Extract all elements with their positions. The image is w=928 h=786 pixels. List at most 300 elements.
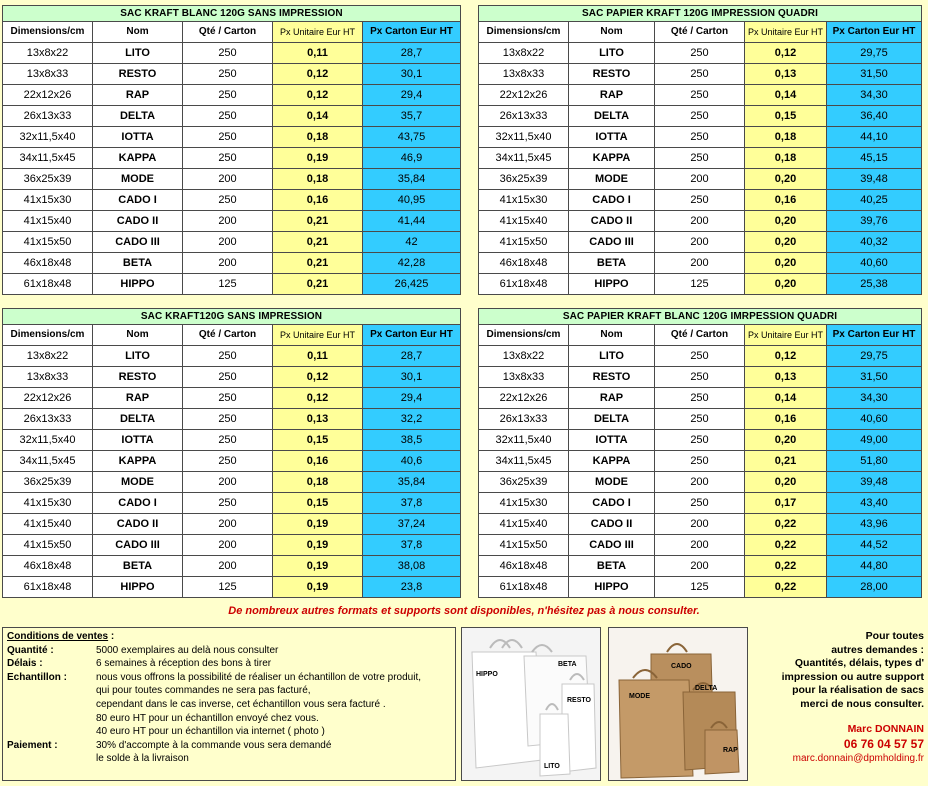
header-carton-price: Px Carton Eur HT bbox=[827, 325, 922, 346]
cell-unit-price: 0,15 bbox=[273, 430, 363, 451]
cell-dimensions: 41x15x50 bbox=[479, 232, 569, 253]
cell-unit-price: 0,21 bbox=[273, 211, 363, 232]
contact-text: autres demandes : bbox=[831, 643, 924, 656]
cell-qte: 200 bbox=[183, 514, 273, 535]
cell-carton-price: 28,00 bbox=[827, 577, 922, 598]
contact-text: merci de nous consulter. bbox=[800, 697, 924, 710]
cell-dimensions: 26x13x33 bbox=[3, 409, 93, 430]
bag-label-hippo: HIPPO bbox=[476, 671, 498, 678]
table-title: SAC PAPIER KRAFT 120G IMPRESSION QUADRI bbox=[479, 6, 922, 22]
table-row bbox=[3, 535, 461, 556]
cell-qte: 250 bbox=[655, 367, 745, 388]
cell-nom: HIPPO bbox=[569, 274, 655, 295]
cell-unit-price: 0,20 bbox=[745, 472, 827, 493]
table-row bbox=[3, 577, 461, 598]
table-row bbox=[479, 346, 922, 367]
table-row bbox=[479, 430, 922, 451]
header-qte: Qté / Carton bbox=[655, 22, 745, 43]
cell-dimensions: 34x11,5x45 bbox=[479, 451, 569, 472]
bag-label-lito: LITO bbox=[544, 763, 560, 770]
table-row bbox=[479, 148, 922, 169]
cell-dimensions: 32x11,5x40 bbox=[3, 127, 93, 148]
cell-carton-price: 29,4 bbox=[363, 388, 461, 409]
cell-qte: 125 bbox=[655, 274, 745, 295]
table-title: SAC KRAFT BLANC 120G SANS IMPRESSION bbox=[3, 6, 461, 22]
table-row bbox=[3, 232, 461, 253]
cell-nom: HIPPO bbox=[93, 577, 183, 598]
table-row bbox=[3, 127, 461, 148]
cell-carton-price: 39,48 bbox=[827, 169, 922, 190]
kraft-bags-photo bbox=[608, 627, 748, 781]
cell-qte: 250 bbox=[655, 388, 745, 409]
cell-nom: CADO III bbox=[569, 535, 655, 556]
cell-carton-price: 23,8 bbox=[363, 577, 461, 598]
cell-unit-price: 0,20 bbox=[745, 232, 827, 253]
table-row bbox=[3, 472, 461, 493]
cell-qte: 200 bbox=[655, 232, 745, 253]
cell-nom: CADO II bbox=[569, 514, 655, 535]
echantillon-row bbox=[7, 671, 451, 685]
cell-nom: CADO II bbox=[93, 211, 183, 232]
cell-carton-price: 44,52 bbox=[827, 535, 922, 556]
cell-nom: BETA bbox=[93, 556, 183, 577]
price-table-kraft-blanc-impression-quadri bbox=[478, 308, 922, 598]
cell-unit-price: 0,18 bbox=[745, 127, 827, 148]
table-row bbox=[3, 85, 461, 106]
cell-dimensions: 13x8x22 bbox=[3, 43, 93, 64]
cell-carton-price: 25,38 bbox=[827, 274, 922, 295]
cell-carton-price: 37,8 bbox=[363, 535, 461, 556]
header-unit-price: Px Unitaire Eur HT bbox=[745, 325, 827, 346]
header-qte: Qté / Carton bbox=[183, 22, 273, 43]
cell-unit-price: 0,22 bbox=[745, 556, 827, 577]
cell-nom: RESTO bbox=[569, 64, 655, 85]
cell-dimensions: 36x25x39 bbox=[479, 472, 569, 493]
price-table-kraft-impression-quadri bbox=[478, 5, 922, 295]
cell-dimensions: 13x8x22 bbox=[479, 346, 569, 367]
cell-unit-price: 0,13 bbox=[745, 64, 827, 85]
cell-qte: 250 bbox=[655, 85, 745, 106]
cell-nom: KAPPA bbox=[569, 451, 655, 472]
sales-conditions bbox=[2, 627, 456, 781]
echantillon-line: 80 euro HT pour un échantillon envoyé chez vous. bbox=[96, 712, 319, 724]
cell-qte: 250 bbox=[655, 106, 745, 127]
table-row bbox=[479, 232, 922, 253]
cell-nom: RESTO bbox=[93, 64, 183, 85]
cell-unit-price: 0,19 bbox=[273, 148, 363, 169]
cell-nom: CADO III bbox=[569, 232, 655, 253]
table-row bbox=[479, 472, 922, 493]
cell-dimensions: 22x12x26 bbox=[479, 85, 569, 106]
header-carton-price: Px Carton Eur HT bbox=[363, 325, 461, 346]
conditions-title-colon: : bbox=[108, 631, 115, 642]
cell-nom: LITO bbox=[569, 346, 655, 367]
cell-nom: LITO bbox=[93, 346, 183, 367]
cell-unit-price: 0,12 bbox=[745, 43, 827, 64]
header-unit-price: Px Unitaire Eur HT bbox=[273, 325, 363, 346]
cell-dimensions: 41x15x50 bbox=[3, 535, 93, 556]
cell-carton-price: 40,25 bbox=[827, 190, 922, 211]
table-row bbox=[479, 190, 922, 211]
cell-qte: 250 bbox=[183, 451, 273, 472]
cell-nom: CADO II bbox=[569, 211, 655, 232]
cell-qte: 200 bbox=[183, 556, 273, 577]
bag-label-resto: RESTO bbox=[567, 697, 591, 704]
header-dimensions: Dimensions/cm bbox=[3, 325, 93, 346]
cell-dimensions: 36x25x39 bbox=[3, 472, 93, 493]
cell-dimensions: 41x15x30 bbox=[479, 493, 569, 514]
cell-dimensions: 32x11,5x40 bbox=[479, 430, 569, 451]
cell-qte: 200 bbox=[655, 535, 745, 556]
cell-qte: 250 bbox=[655, 493, 745, 514]
table-row bbox=[479, 451, 922, 472]
cell-qte: 250 bbox=[183, 127, 273, 148]
header-unit-price: Px Unitaire Eur HT bbox=[273, 22, 363, 43]
cell-nom: RESTO bbox=[93, 367, 183, 388]
cell-nom: KAPPA bbox=[93, 451, 183, 472]
table-row bbox=[3, 148, 461, 169]
cell-nom: RESTO bbox=[569, 367, 655, 388]
echantillon-label: Echantillon : bbox=[7, 671, 67, 683]
cell-carton-price: 35,7 bbox=[363, 106, 461, 127]
bag-label-rap: RAP bbox=[723, 747, 738, 754]
header-nom: Nom bbox=[93, 22, 183, 43]
cell-unit-price: 0,12 bbox=[273, 85, 363, 106]
cell-carton-price: 38,5 bbox=[363, 430, 461, 451]
cell-qte: 250 bbox=[183, 148, 273, 169]
cell-unit-price: 0,18 bbox=[273, 472, 363, 493]
table-row bbox=[3, 346, 461, 367]
contact-text: pour la réalisation de sacs bbox=[792, 684, 924, 696]
cell-nom: CADO II bbox=[93, 514, 183, 535]
table-row bbox=[479, 43, 922, 64]
header-qte: Qté / Carton bbox=[655, 325, 745, 346]
cell-nom: DELTA bbox=[569, 106, 655, 127]
cell-dimensions: 22x12x26 bbox=[3, 85, 93, 106]
paiement-line: 30% d'accompte à la commande vous sera demandé bbox=[96, 739, 332, 751]
table-row bbox=[479, 577, 922, 598]
cell-unit-price: 0,14 bbox=[745, 388, 827, 409]
cell-qte: 200 bbox=[183, 472, 273, 493]
cell-qte: 200 bbox=[183, 253, 273, 274]
cell-nom: MODE bbox=[93, 472, 183, 493]
cell-nom: IOTTA bbox=[93, 127, 183, 148]
cell-carton-price: 29,75 bbox=[827, 43, 922, 64]
cell-dimensions: 13x8x33 bbox=[3, 64, 93, 85]
cell-carton-price: 37,8 bbox=[363, 493, 461, 514]
contact-email-link[interactable]: marc.donnain@dpmholding.fr bbox=[792, 752, 924, 764]
header-dimensions: Dimensions/cm bbox=[479, 22, 569, 43]
cell-unit-price: 0,12 bbox=[745, 346, 827, 367]
cell-dimensions: 13x8x33 bbox=[479, 367, 569, 388]
table-row bbox=[479, 388, 922, 409]
cell-carton-price: 44,80 bbox=[827, 556, 922, 577]
cell-qte: 125 bbox=[183, 577, 273, 598]
table-row bbox=[479, 211, 922, 232]
cell-qte: 200 bbox=[655, 169, 745, 190]
cell-nom: RAP bbox=[93, 388, 183, 409]
paiement-line: le solde à la livraison bbox=[96, 753, 189, 765]
table-row bbox=[3, 493, 461, 514]
cell-nom: BETA bbox=[569, 253, 655, 274]
cell-unit-price: 0,20 bbox=[745, 169, 827, 190]
cell-unit-price: 0,17 bbox=[745, 493, 827, 514]
conditions-title: Conditions de ventes bbox=[7, 631, 109, 642]
cell-carton-price: 43,96 bbox=[827, 514, 922, 535]
header-qte: Qté / Carton bbox=[183, 325, 273, 346]
cell-unit-price: 0,22 bbox=[745, 514, 827, 535]
cell-qte: 250 bbox=[183, 493, 273, 514]
cell-dimensions: 41x15x30 bbox=[3, 493, 93, 514]
table-row bbox=[3, 430, 461, 451]
quantite-label: Quantité : bbox=[7, 644, 54, 656]
contact-text: impression ou autre support bbox=[781, 670, 924, 683]
header-dimensions: Dimensions/cm bbox=[3, 22, 93, 43]
white-bags-photo bbox=[461, 627, 601, 781]
table-row bbox=[479, 64, 922, 85]
bag-label-delta: DELTA bbox=[695, 685, 718, 692]
cell-carton-price: 40,60 bbox=[827, 409, 922, 430]
cell-qte: 250 bbox=[183, 190, 273, 211]
cell-nom: RAP bbox=[93, 85, 183, 106]
cell-carton-price: 40,6 bbox=[363, 451, 461, 472]
cell-nom: HIPPO bbox=[93, 274, 183, 295]
cell-dimensions: 36x25x39 bbox=[479, 169, 569, 190]
cell-carton-price: 46,9 bbox=[363, 148, 461, 169]
bag-label-mode: MODE bbox=[629, 693, 650, 700]
table-row bbox=[3, 190, 461, 211]
cell-nom: DELTA bbox=[569, 409, 655, 430]
cell-unit-price: 0,15 bbox=[745, 106, 827, 127]
header-nom: Nom bbox=[569, 22, 655, 43]
header-nom: Nom bbox=[569, 325, 655, 346]
cell-carton-price: 34,30 bbox=[827, 388, 922, 409]
cell-unit-price: 0,20 bbox=[745, 253, 827, 274]
cell-unit-price: 0,19 bbox=[273, 577, 363, 598]
cell-dimensions: 13x8x33 bbox=[3, 367, 93, 388]
price-table-kraft-sans-impression bbox=[2, 308, 461, 598]
table-row bbox=[479, 556, 922, 577]
table-row bbox=[479, 169, 922, 190]
cell-carton-price: 41,44 bbox=[363, 211, 461, 232]
cell-qte: 200 bbox=[183, 535, 273, 556]
table-row bbox=[479, 274, 922, 295]
cell-dimensions: 41x15x50 bbox=[3, 232, 93, 253]
cell-unit-price: 0,13 bbox=[273, 409, 363, 430]
table-row bbox=[3, 388, 461, 409]
quantite-row bbox=[7, 644, 451, 658]
cell-unit-price: 0,21 bbox=[273, 274, 363, 295]
cell-dimensions: 41x15x40 bbox=[479, 514, 569, 535]
cell-nom: LITO bbox=[569, 43, 655, 64]
table-title: SAC KRAFT120G SANS IMPRESSION bbox=[3, 309, 461, 325]
cell-carton-price: 37,24 bbox=[363, 514, 461, 535]
cell-dimensions: 26x13x33 bbox=[479, 409, 569, 430]
cell-carton-price: 45,15 bbox=[827, 148, 922, 169]
cell-carton-price: 40,32 bbox=[827, 232, 922, 253]
echantillon-line: nous vous offrons la possibilité de réaliser un échantillon de votre produit, bbox=[96, 671, 422, 683]
delais-value: 6 semaines à réception des bons à tirer bbox=[96, 658, 272, 670]
cell-carton-price: 28,7 bbox=[363, 346, 461, 367]
cell-carton-price: 35,84 bbox=[363, 472, 461, 493]
kraft-bags-illustration bbox=[609, 628, 747, 780]
header-unit-price: Px Unitaire Eur HT bbox=[745, 22, 827, 43]
table-row bbox=[3, 367, 461, 388]
cell-carton-price: 36,40 bbox=[827, 106, 922, 127]
cell-unit-price: 0,16 bbox=[745, 190, 827, 211]
cell-unit-price: 0,12 bbox=[273, 367, 363, 388]
cell-carton-price: 32,2 bbox=[363, 409, 461, 430]
cell-dimensions: 61x18x48 bbox=[479, 577, 569, 598]
cell-unit-price: 0,15 bbox=[273, 493, 363, 514]
table-row bbox=[3, 514, 461, 535]
cell-nom: DELTA bbox=[93, 409, 183, 430]
cell-nom: IOTTA bbox=[93, 430, 183, 451]
cell-qte: 250 bbox=[183, 388, 273, 409]
cell-unit-price: 0,14 bbox=[745, 85, 827, 106]
table-row bbox=[479, 514, 922, 535]
cell-unit-price: 0,18 bbox=[273, 127, 363, 148]
cell-dimensions: 41x15x40 bbox=[3, 211, 93, 232]
cell-unit-price: 0,19 bbox=[273, 514, 363, 535]
cell-dimensions: 34x11,5x45 bbox=[3, 451, 93, 472]
cell-dimensions: 36x25x39 bbox=[3, 169, 93, 190]
cell-dimensions: 41x15x40 bbox=[479, 211, 569, 232]
header-carton-price: Px Carton Eur HT bbox=[363, 22, 461, 43]
cell-unit-price: 0,21 bbox=[745, 451, 827, 472]
cell-carton-price: 34,30 bbox=[827, 85, 922, 106]
price-table-kraft-blanc-sans-impression bbox=[2, 5, 461, 295]
cell-qte: 250 bbox=[655, 409, 745, 430]
cell-qte: 250 bbox=[655, 190, 745, 211]
cell-unit-price: 0,19 bbox=[273, 535, 363, 556]
cell-dimensions: 61x18x48 bbox=[3, 274, 93, 295]
delais-row bbox=[7, 657, 451, 671]
cell-carton-price: 43,40 bbox=[827, 493, 922, 514]
table-row bbox=[479, 367, 922, 388]
cell-dimensions: 26x13x33 bbox=[479, 106, 569, 127]
cell-carton-price: 44,10 bbox=[827, 127, 922, 148]
cell-qte: 200 bbox=[183, 232, 273, 253]
cell-unit-price: 0,16 bbox=[273, 451, 363, 472]
cell-nom: CADO III bbox=[93, 535, 183, 556]
cell-qte: 250 bbox=[183, 367, 273, 388]
cell-nom: KAPPA bbox=[93, 148, 183, 169]
cell-unit-price: 0,21 bbox=[273, 253, 363, 274]
cell-dimensions: 46x18x48 bbox=[479, 556, 569, 577]
cell-dimensions: 41x15x40 bbox=[3, 514, 93, 535]
cell-unit-price: 0,20 bbox=[745, 430, 827, 451]
cell-unit-price: 0,11 bbox=[273, 346, 363, 367]
cell-qte: 125 bbox=[183, 274, 273, 295]
cell-qte: 250 bbox=[183, 346, 273, 367]
cell-qte: 200 bbox=[655, 253, 745, 274]
cell-qte: 200 bbox=[655, 472, 745, 493]
contact-name: Marc DONNAIN bbox=[847, 723, 924, 735]
cell-unit-price: 0,18 bbox=[273, 169, 363, 190]
bag-label-cado: CADO bbox=[671, 663, 692, 670]
table-row bbox=[479, 493, 922, 514]
cell-carton-price: 51,80 bbox=[827, 451, 922, 472]
cell-nom: CADO I bbox=[93, 493, 183, 514]
contact-text: Quantités, délais, types d' bbox=[794, 657, 924, 669]
cell-carton-price: 35,84 bbox=[363, 169, 461, 190]
cell-dimensions: 34x11,5x45 bbox=[3, 148, 93, 169]
cell-carton-price: 30,1 bbox=[363, 64, 461, 85]
cell-dimensions: 26x13x33 bbox=[3, 106, 93, 127]
cell-dimensions: 13x8x33 bbox=[479, 64, 569, 85]
cell-qte: 250 bbox=[655, 43, 745, 64]
table-row bbox=[479, 409, 922, 430]
cell-nom: KAPPA bbox=[569, 148, 655, 169]
paiement-row bbox=[7, 739, 451, 753]
cell-nom: RAP bbox=[569, 388, 655, 409]
cell-qte: 250 bbox=[655, 64, 745, 85]
cell-qte: 250 bbox=[655, 127, 745, 148]
cell-nom: BETA bbox=[93, 253, 183, 274]
cell-nom: MODE bbox=[569, 169, 655, 190]
table-row bbox=[3, 253, 461, 274]
cell-carton-price: 42 bbox=[363, 232, 461, 253]
cell-unit-price: 0,19 bbox=[273, 556, 363, 577]
cell-qte: 200 bbox=[655, 556, 745, 577]
cell-nom: IOTTA bbox=[569, 127, 655, 148]
cell-nom: IOTTA bbox=[569, 430, 655, 451]
table-row bbox=[3, 211, 461, 232]
formats-notice: De nombreux autres formats et supports sont disponibles, n'hésitez pas à nous consulter. bbox=[228, 605, 700, 617]
table-row bbox=[3, 106, 461, 127]
cell-unit-price: 0,11 bbox=[273, 43, 363, 64]
cell-dimensions: 41x15x30 bbox=[3, 190, 93, 211]
quantite-value: 5000 exemplaires au delà nous consulter bbox=[96, 644, 279, 656]
cell-nom: DELTA bbox=[93, 106, 183, 127]
paiement-label: Paiement : bbox=[7, 739, 58, 751]
cell-dimensions: 46x18x48 bbox=[3, 556, 93, 577]
cell-nom: CADO I bbox=[569, 493, 655, 514]
cell-carton-price: 42,28 bbox=[363, 253, 461, 274]
cell-unit-price: 0,22 bbox=[745, 577, 827, 598]
cell-qte: 125 bbox=[655, 577, 745, 598]
cell-qte: 250 bbox=[183, 106, 273, 127]
header-carton-price: Px Carton Eur HT bbox=[827, 22, 922, 43]
cell-unit-price: 0,14 bbox=[273, 106, 363, 127]
cell-qte: 250 bbox=[655, 451, 745, 472]
cell-qte: 250 bbox=[183, 64, 273, 85]
cell-qte: 200 bbox=[183, 211, 273, 232]
cell-nom: RAP bbox=[569, 85, 655, 106]
cell-nom: CADO I bbox=[569, 190, 655, 211]
table-row bbox=[479, 535, 922, 556]
cell-unit-price: 0,12 bbox=[273, 388, 363, 409]
cell-qte: 200 bbox=[183, 169, 273, 190]
echantillon-line: qui pour toutes commandes ne sera pas facturé, bbox=[96, 685, 311, 697]
cell-unit-price: 0,20 bbox=[745, 274, 827, 295]
cell-nom: BETA bbox=[569, 556, 655, 577]
cell-carton-price: 39,76 bbox=[827, 211, 922, 232]
cell-nom: CADO III bbox=[93, 232, 183, 253]
cell-unit-price: 0,16 bbox=[273, 190, 363, 211]
cell-carton-price: 40,95 bbox=[363, 190, 461, 211]
cell-nom: CADO I bbox=[93, 190, 183, 211]
cell-dimensions: 34x11,5x45 bbox=[479, 148, 569, 169]
cell-dimensions: 22x12x26 bbox=[3, 388, 93, 409]
cell-nom: HIPPO bbox=[569, 577, 655, 598]
cell-carton-price: 31,50 bbox=[827, 367, 922, 388]
cell-carton-price: 31,50 bbox=[827, 64, 922, 85]
contact-text: Pour toutes bbox=[865, 630, 924, 642]
table-title: SAC PAPIER KRAFT BLANC 120G IMRPESSION QUADRI bbox=[479, 309, 922, 325]
echantillon-line: cependant dans le cas inverse, cet échantillon vous sera facturé . bbox=[96, 698, 386, 710]
